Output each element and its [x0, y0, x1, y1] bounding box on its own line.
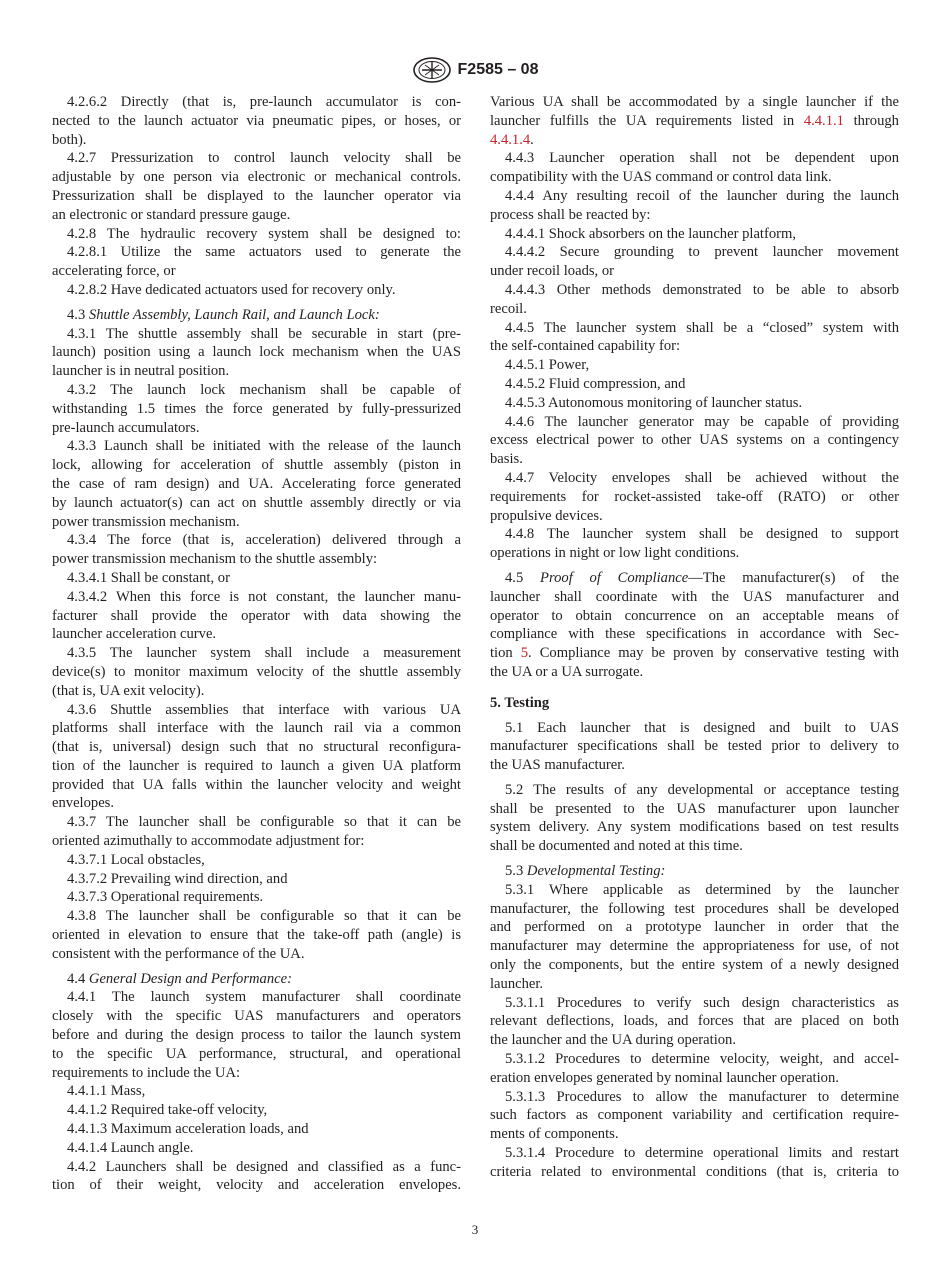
text-line: closely with the specific UAS manufacturers and operators: [52, 1008, 461, 1025]
text-line: 5.3.1.2 Procedures to determine velocity, weight, and accel-: [505, 1051, 899, 1068]
text-span: launcher fulfills the UA requirements listed in: [490, 112, 804, 129]
text-span: tion: [490, 645, 521, 662]
text-line: power transmission mechanism to the shuttle assembly:: [52, 551, 378, 568]
text-line: 5.3.1 Where applicable as determined by the launcher: [505, 881, 899, 898]
paragraph-4-3-7-3: 4.3.7.3 Operational requirements.: [67, 889, 264, 906]
text-span: .: [530, 131, 534, 148]
text-line: 4.4.1 The launch system manufacturer shall coordinate: [67, 989, 461, 1006]
text-line: 4.4.4.3 Other methods demonstrated to be able to absorb: [505, 281, 899, 298]
text-line: requirements for rocket-assisted take-off (RATO) or other: [490, 488, 899, 505]
text-line: before and during the design process to tailor the launch system: [52, 1027, 461, 1044]
section-4-5: [490, 569, 899, 682]
text-line: under recoil loads, or: [490, 263, 615, 280]
text-line: 5.2 The results of any developmental or acceptance testing: [505, 781, 899, 798]
text-line: launcher.: [490, 975, 544, 992]
paragraph-4-3-6: [52, 701, 461, 814]
text-line: compatibility with the UAS command or control data link.: [490, 169, 832, 186]
paragraph-5-1: [490, 719, 899, 775]
text-line: to the specific UA performance, structural, and operational: [52, 1045, 461, 1062]
text-line: envelopes.: [52, 795, 115, 812]
text-line: 4.4.4 Any resulting recoil of the launcher during the launch: [505, 187, 899, 204]
text-line: launcher shall coordinate with the UAS manufacturer and: [490, 588, 899, 605]
text-line: launcher is in neutral position.: [52, 363, 230, 380]
text-span: through: [843, 112, 899, 129]
section-number: 5.3: [505, 863, 524, 880]
paragraph-4-3-4: [52, 531, 461, 569]
section-heading-4-4: [52, 970, 461, 989]
text-span: . Compliance may be proven by conservative testing with: [528, 645, 899, 662]
text-line: (that is, UA exit velocity).: [52, 682, 205, 699]
text-line: manufacturer may determine the appropriateness for use, of not: [490, 938, 899, 955]
text-line: relevant deflections, loads, and forces that are placed on both: [490, 1013, 899, 1030]
paragraph-4-4-2-continued: [490, 93, 899, 149]
astm-logo-icon: [412, 57, 452, 83]
paragraph-4-2-8-2: 4.2.8.2 Have dedicated actuators used for recovery only.: [67, 281, 396, 298]
text-line: operator to obtain concurrence on an acceptable means of: [490, 607, 899, 624]
text-line: 4.3.4.2 When this force is not constant, the launcher manu-: [67, 588, 461, 605]
text-line: 4.3.8 The launcher shall be configurable so that it can be: [67, 908, 461, 925]
right-column: [490, 93, 899, 1182]
paragraph-4-3-2: [52, 381, 461, 437]
paragraph-4-3-8: [52, 907, 461, 963]
text-line: propulsive devices.: [490, 507, 603, 524]
paragraph-4-4-1: [52, 988, 461, 1082]
paragraph-4-4-4-2: [490, 243, 899, 281]
paragraph-4-3-7-2: 4.3.7.2 Prevailing wind direction, and: [67, 870, 288, 887]
text-line: 4.2.6.2 Directly (that is, pre-launch accumulator is con-: [67, 94, 461, 110]
text-line: both).: [52, 131, 87, 148]
paragraph-4-4-1-2: 4.4.1.2 Required take-off velocity,: [67, 1102, 268, 1119]
paragraph-4-4-1-1: 4.4.1.1 Mass,: [67, 1083, 146, 1100]
text-line: compliance with these specifications in accordance with Sec-: [490, 626, 899, 643]
paragraph-4-4-4: [490, 187, 899, 225]
section-title: Shuttle Assembly, Launch Rail, and Launch Lock:: [88, 306, 380, 323]
text-line: 5.3.1.4 Procedure to determine operational limits and restart: [505, 1145, 899, 1162]
paragraph-4-4-4-3: [490, 281, 899, 319]
page-number: 3: [471, 1222, 479, 1237]
paragraph-5-3-1-3: [490, 1088, 899, 1144]
text-line: 4.2.8.1 Utilize the same actuators used to generate the: [67, 244, 461, 261]
text-line: 4.3.3 Launch shall be initiated with the release of the launch: [67, 438, 461, 455]
text-line: facturer shall provide the operator with data showing the: [52, 607, 461, 624]
text-line: only the components, but the entire system of a newly designed: [490, 957, 899, 974]
reference-link-section-5[interactable]: 5: [520, 645, 529, 662]
text-line: excess electrical power to other UAS systems on a contingency: [490, 432, 899, 449]
text-line: 5.3.1.1 Procedures to verify such design characteristics as: [505, 994, 899, 1011]
text-line: 4.4.6 The launcher generator may be capable of providing: [505, 413, 899, 430]
text-line: provided that UA falls within the launcher velocity and weight: [52, 776, 461, 793]
text-line: 4.3.7 The launcher shall be configurable so that it can be: [67, 814, 461, 831]
text-line: 4.4.5 The launcher system shall be a “closed” system with: [505, 319, 899, 336]
text-line: eration envelopes generated by nominal launcher operation.: [490, 1069, 839, 1086]
text-line: Pressurization shall be displayed to the launcher operator via: [52, 187, 461, 204]
text-line: Various UA shall be accommodated by a single launcher if the: [490, 94, 899, 110]
text-line: pre-launch accumulators.: [52, 419, 200, 436]
paragraph-4-3-3: [52, 437, 461, 531]
section-heading-5-3: [490, 862, 899, 881]
text-line: 4.3.4 The force (that is, acceleration) delivered through a: [67, 532, 461, 549]
text-line: 4.4.8 The launcher system shall be designed to support: [505, 526, 899, 543]
reference-link-4-4-1-4[interactable]: 4.4.1.4: [490, 131, 531, 148]
paragraph-4-4-6: [490, 413, 899, 469]
text-line: process shall be reacted by:: [490, 206, 651, 223]
text-line: accelerating force, or: [52, 263, 176, 280]
text-line: the UAS manufacturer.: [490, 757, 625, 774]
paragraph-4-4-2: [52, 1158, 461, 1196]
text-line: the UA or a UA surrogate.: [490, 663, 644, 680]
paragraph-5-3-1-2: [490, 1050, 899, 1088]
paragraph-4-3-5: [52, 644, 461, 700]
text-line: 4.4.3 Launcher operation shall not be dependent upon: [505, 150, 899, 167]
text-line: oriented azimuthally to accommodate adjustment for:: [52, 833, 365, 850]
text-line: the launcher and the UA during operation.: [490, 1032, 736, 1049]
text-line: 4.2.7 Pressurization to control launch velocity shall be: [67, 150, 461, 167]
text-line: 4.3.1 The shuttle assembly shall be securable in start (pre-: [67, 325, 461, 342]
text-line: withstanding 1.5 times the force generated by fully-pressurized: [52, 400, 461, 417]
text-line: launcher acceleration curve.: [52, 626, 217, 643]
text-line: shall be presented to the UAS manufacturer upon launcher: [490, 800, 899, 817]
text-line: consistent with the performance of the UA.: [52, 945, 305, 962]
text-line: 4.3.6 Shuttle assemblies that interface with various UA: [67, 701, 461, 718]
section-title: Developmental Testing:: [526, 863, 666, 880]
paragraph-4-4-5: [490, 319, 899, 357]
text-line: [490, 569, 899, 588]
section-title: Proof of Compliance: [540, 569, 689, 586]
paragraph-4-4-3: [490, 149, 899, 187]
paragraph-4-3-4-2: [52, 588, 461, 644]
text-line: oriented in elevation to ensure that the take-off path (angle) is: [52, 927, 461, 944]
text-line: 4.4.7 Velocity envelopes shall be achieved without the: [505, 469, 899, 486]
paragraph-4-4-8: [490, 525, 899, 563]
section-number: 4.4: [67, 970, 86, 987]
text-line: platforms shall interface with the launch rail via a common: [52, 720, 461, 737]
paragraph-4-3-4-1: 4.3.4.1 Shall be constant, or: [67, 569, 230, 586]
text-line: an electronic or standard pressure gauge.: [52, 206, 291, 223]
text-line: by launch actuator(s) can act on shuttle assembly directly or via: [52, 494, 461, 511]
paragraph-4-4-5-1: 4.4.5.1 Power,: [505, 357, 590, 374]
text-line: the self-contained capability for:: [490, 338, 681, 355]
section-number: 4.5: [505, 569, 524, 586]
paragraph-5-3-1-4: [490, 1144, 899, 1182]
paragraph-4-2-8: 4.2.8 The hydraulic recovery system shall be designed to:: [67, 225, 461, 242]
section-heading-4-3: [52, 306, 461, 325]
section-title: General Design and Performance:: [88, 970, 292, 987]
text-line: 4.4.4.2 Secure grounding to prevent launcher movement: [505, 244, 899, 261]
text-line: 4.3.2 The launch lock mechanism shall be capable of: [67, 381, 461, 398]
paragraph-4-4-5-3: 4.4.5.3 Autonomous monitoring of launcher status.: [505, 394, 803, 411]
text-line: device(s) to monitor maximum velocity of the shuttle assembly: [52, 663, 461, 680]
text-line: lock, allowing for acceleration of shuttle assembly (piston in: [52, 457, 461, 474]
text-line: adjustable by one person via electronic or mechanical controls.: [52, 169, 461, 186]
text-line: nected to the launch actuator via pneumatic pipes, or hoses, or: [52, 112, 461, 129]
text-line: operations in night or low light conditions.: [490, 545, 740, 562]
text-line: 5.3.1.3 Procedures to allow the manufacturer to determine: [505, 1088, 899, 1105]
document-id: F2585 – 08: [457, 61, 539, 78]
paragraph-4-4-7: [490, 469, 899, 525]
text-line: basis.: [490, 451, 523, 468]
text-line: (that is, universal) design such that no structural reconfigura-: [52, 739, 461, 756]
text-line: [490, 112, 899, 131]
text-line: tion of the launcher is required to launch a given UA platform: [52, 757, 461, 774]
section-number: 4.3: [67, 306, 86, 323]
text-line: recoil.: [490, 300, 527, 317]
paragraph-4-2-8-1: [52, 243, 461, 281]
text-line: [490, 131, 899, 150]
paragraph-5-3-1: [490, 881, 899, 994]
text-line: criteria related to environmental conditions (that is, criteria to: [490, 1163, 899, 1180]
paragraph-4-2-6-2: [52, 93, 461, 149]
text-line: requirements to include the UA:: [52, 1064, 241, 1081]
text-line: power transmission mechanism.: [52, 513, 240, 530]
text-line: [490, 644, 899, 663]
text-line: ments of components.: [490, 1126, 619, 1143]
paragraph-4-4-1-3: 4.4.1.3 Maximum acceleration loads, and: [67, 1121, 309, 1138]
text-line: the case of ram design) and UA. Accelerating force generated: [52, 475, 461, 492]
paragraph-4-4-4-1: 4.4.4.1 Shock absorbers on the launcher platform,: [505, 225, 796, 242]
paragraph-4-3-7-1: 4.3.7.1 Local obstacles,: [67, 851, 205, 868]
section-heading-5-testing: 5. Testing: [490, 694, 550, 711]
paragraph-5-3-1-1: [490, 994, 899, 1050]
text-line: 5.1 Each launcher that is designed and built to UAS: [505, 719, 899, 736]
text-line: and performed on a prototype launcher in order that the: [490, 919, 899, 936]
paragraph-4-4-5-2: 4.4.5.2 Fluid compression, and: [505, 375, 686, 392]
text-line: 4.3.5 The launcher system shall include a measurement: [67, 645, 461, 662]
text-line: such factors as component variability and certification require-: [490, 1107, 899, 1124]
text-line: manufacturer specifications shall be tested prior to delivery to: [490, 738, 899, 755]
text-line: system delivery. Any system modifications based on test results: [490, 819, 899, 836]
text-line: launch) position using a launch lock mechanism when the UAS: [52, 344, 461, 361]
reference-link-4-4-1-1[interactable]: 4.4.1.1: [803, 112, 844, 129]
paragraph-4-3-1: [52, 325, 461, 381]
text-line: 4.4.2 Launchers shall be designed and classified as a func-: [67, 1158, 461, 1175]
left-column: [52, 93, 461, 1195]
paragraph-4-3-7: [52, 813, 461, 851]
text-line: tion of their weight, velocity and acceleration envelopes.: [52, 1177, 461, 1194]
paragraph-4-2-7: [52, 149, 461, 224]
paragraph-4-4-1-4: 4.4.1.4 Launch angle.: [67, 1139, 194, 1156]
text-line: shall be documented and noted at this time.: [490, 838, 743, 855]
paragraph-5-2: [490, 781, 899, 856]
text-span: —The manufacturer(s) of the: [688, 569, 900, 586]
text-line: manufacturer, the following test procedures shall be developed: [490, 900, 899, 917]
page-header: [0, 57, 950, 83]
